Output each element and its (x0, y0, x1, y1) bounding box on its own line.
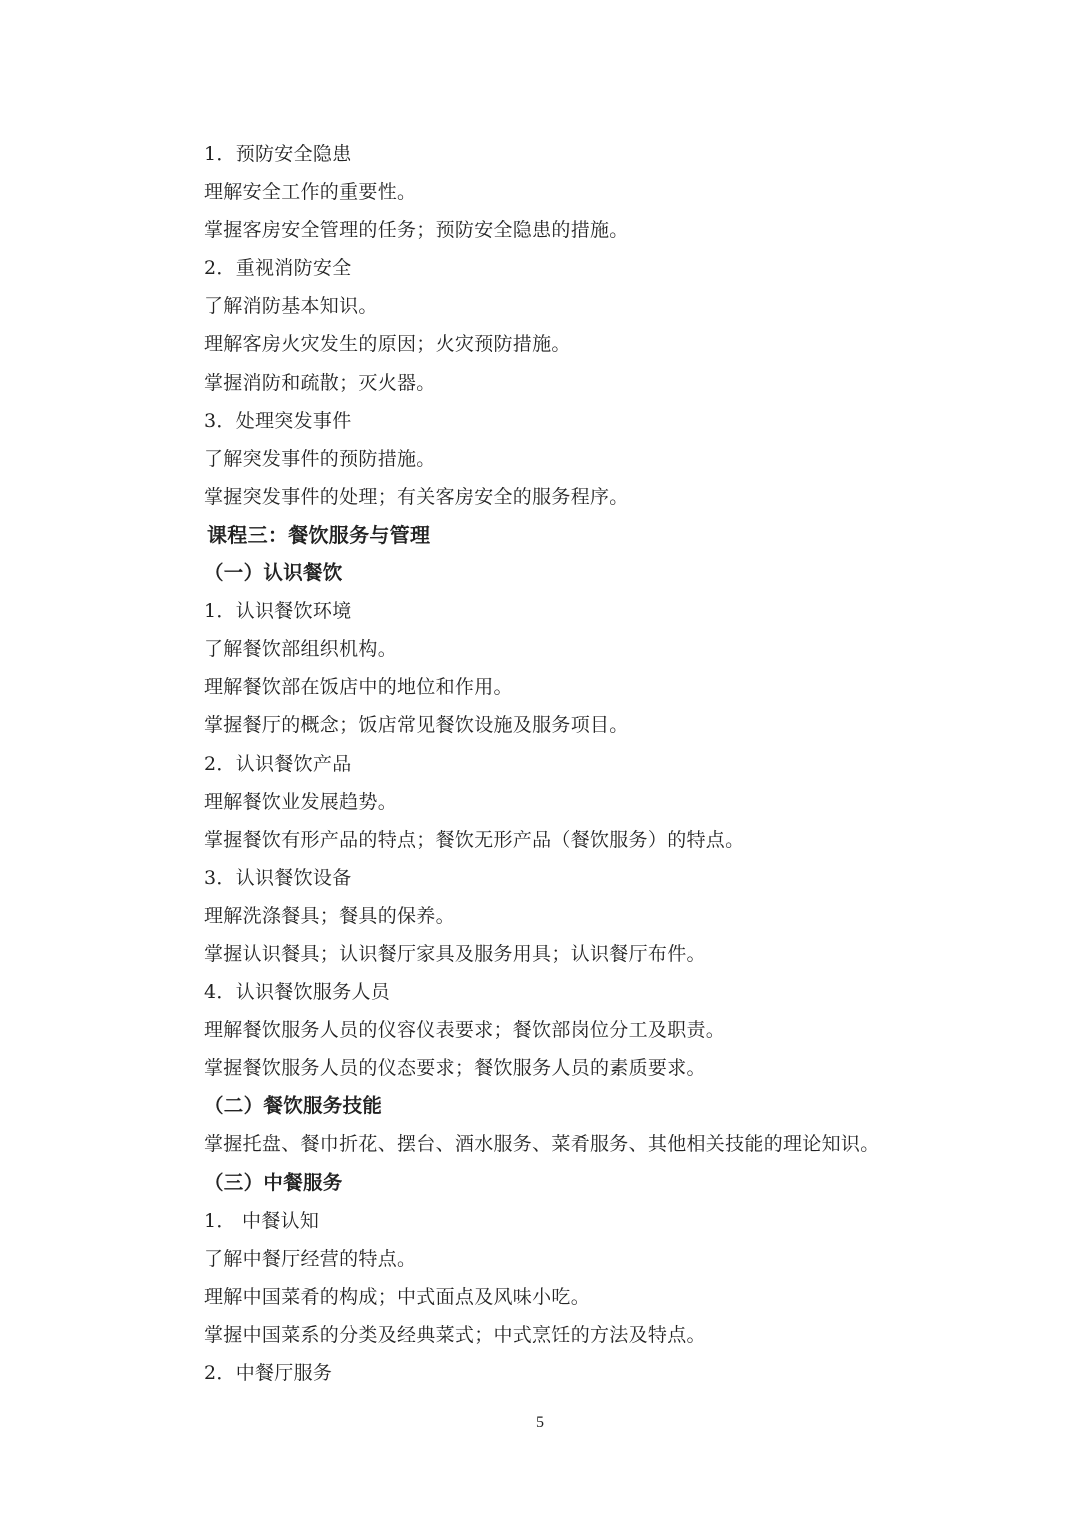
numbered-item-title: 1．认识餐饮环境 (204, 600, 352, 623)
section-heading: （三）中餐服务 (204, 1170, 343, 1194)
body-text-line: 了解餐饮部组织机构。 (204, 638, 398, 661)
body-text-line: 了解中餐厅经营的特点。 (204, 1247, 417, 1270)
body-text-line: 理解餐饮业发展趋势。 (204, 790, 398, 813)
section-heading: （一）认识餐饮 (204, 561, 343, 585)
body-text-line: 理解客房火灾发生的原因；火灾预防措施。 (204, 333, 571, 356)
body-text-line: 掌握消防和疏散；灭火器。 (204, 371, 436, 394)
body-text-line: 理解中国菜肴的构成；中式面点及风味小吃。 (204, 1285, 591, 1308)
numbered-item-title: 3．认识餐饮设备 (204, 866, 352, 889)
document-body (204, 135, 964, 1392)
body-text-line: 掌握餐厅的概念；饭店常见餐饮设施及服务项目。 (204, 714, 629, 737)
body-text-line: 理解餐饮部在饭店中的地位和作用。 (204, 676, 513, 699)
body-text-line: 理解洗涤餐具；餐具的保养。 (204, 904, 455, 927)
body-text-line: 了解消防基本知识。 (204, 295, 378, 318)
numbered-item-title: 3．处理突发事件 (204, 409, 352, 432)
numbered-item-title: 2．中餐厅服务 (204, 1362, 333, 1384)
body-text-line: 掌握餐饮有形产品的特点；餐饮无形产品（餐饮服务）的特点。 (204, 828, 745, 851)
numbered-item-title: 4．认识餐饮服务人员 (204, 981, 391, 1004)
section-heading: （二）餐饮服务技能 (204, 1094, 383, 1118)
body-text-line: 掌握突发事件的处理；有关客房安全的服务程序。 (204, 485, 629, 508)
body-text-line: 掌握客房安全管理的任务；预防安全隐患的措施。 (204, 219, 629, 242)
numbered-item-title: 2．认识餐饮产品 (204, 752, 352, 775)
numbered-item-title: 1． 中餐认知 (204, 1209, 320, 1232)
body-text-line: 理解餐饮服务人员的仪容仪表要求；餐饮部岗位分工及职责。 (204, 1019, 726, 1042)
numbered-item-title: 2．重视消防安全 (204, 257, 352, 280)
body-text-line: 掌握托盘、餐巾折花、摆台、酒水服务、菜肴服务、其他相关技能的理论知识。 (204, 1133, 880, 1156)
course-heading: 课程三：餐饮服务与管理 (207, 522, 431, 547)
body-text-line: 理解安全工作的重要性。 (204, 181, 417, 204)
numbered-item-title: 1．预防安全隐患 (204, 143, 352, 165)
body-text-line: 掌握中国菜系的分类及经典菜式；中式烹饪的方法及特点。 (204, 1323, 706, 1346)
page-number: 5 (536, 1414, 544, 1431)
body-text-line: 掌握认识餐具；认识餐厅家具及服务用具；认识餐厅布件。 (204, 942, 706, 965)
body-text-line: 掌握餐饮服务人员的仪态要求；餐饮服务人员的素质要求。 (204, 1057, 706, 1080)
body-text-line: 了解突发事件的预防措施。 (204, 447, 436, 470)
